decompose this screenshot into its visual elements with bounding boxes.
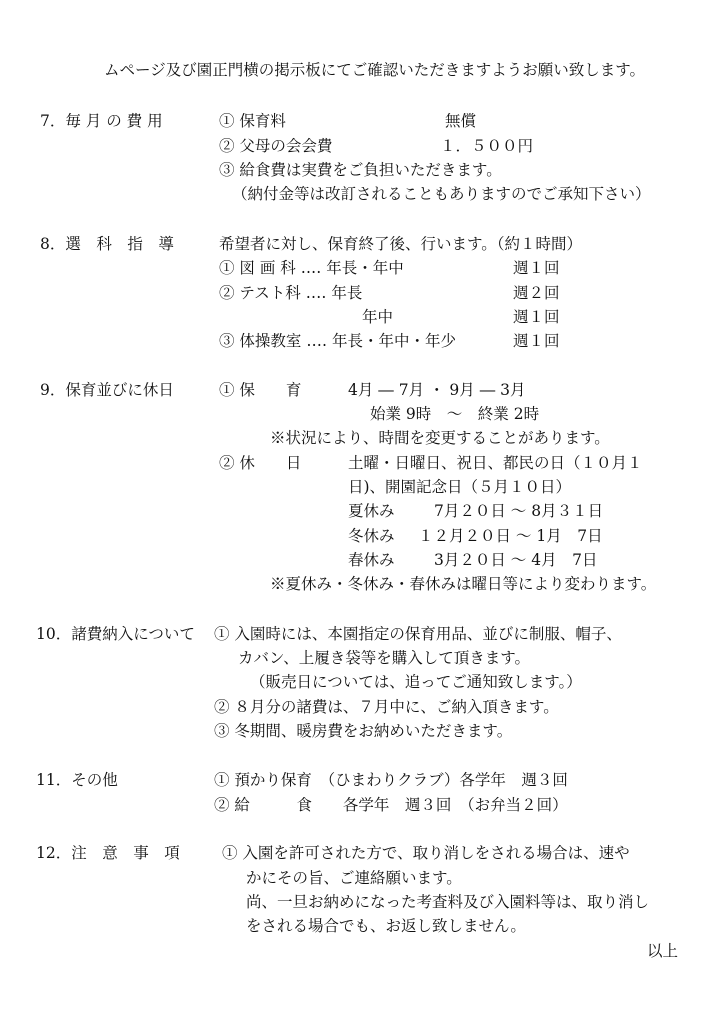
section-12-heading: 12．注 意 事 項 [36, 844, 180, 862]
s12-line4: をされる場合でも、お返し致しません。 [246, 917, 526, 935]
section-11-heading: 11．その他 [36, 771, 118, 789]
s9-winter-dates: １２月２０日 ～ 1月 7日 [418, 527, 603, 545]
s10-item1-line2: カバン、上履き袋等を購入して頂きます。 [238, 649, 531, 667]
s9-summer-label: 夏休み [348, 502, 395, 520]
s7-item2-label: ② 父母の会会費 [219, 137, 333, 155]
s9-item1-label: ① 保 育 [219, 381, 302, 399]
section-8-heading: 8．選 科 指 導 [40, 235, 174, 253]
s9-item2-label: ② 休 日 [219, 454, 302, 472]
s9-item2-line2: 日)、開園記念日（５月１０日） [348, 478, 572, 496]
intro-text: ムページ及び園正門横の掲示板にてご確認いただきますようお願い致します。 [104, 61, 645, 79]
s8-row1-freq: 週１回 [513, 259, 560, 277]
s8-row1-name: ① 図 画 科 ‥‥ 年長・年中 [219, 259, 404, 277]
s8-row3-name: 年中 [362, 308, 394, 326]
closing-text: 以上 [647, 942, 679, 960]
s12-line3: 尚、一旦お納めになった考査料及び入園料等は、取り消し [246, 893, 650, 911]
s12-line1: ① 入園を許可された方で、取り消しをされる場合は、速や [222, 844, 630, 862]
s9-winter-label: 冬休み [348, 527, 395, 545]
s7-note: （納付金等は改訂されることもありますのでご承知下さい） [232, 185, 651, 203]
s9-holiday-note: ※夏休み・冬休み・春休みは曜日等により変わります。 [270, 575, 657, 593]
s8-intro: 希望者に対し、保育終了後、行います。（約１時間） [219, 235, 583, 253]
section-10-heading: 10．諸費納入について [36, 625, 195, 643]
s7-item3: ③ 給食費は実費をご負担いただきます。 [219, 161, 502, 179]
s12-line2: かにその旨、ご連絡願います。 [246, 869, 462, 887]
s8-row4-name: ③ 体操教室 ‥‥ 年長・年中・年少 [219, 332, 456, 350]
s8-row3-freq: 週１回 [513, 308, 560, 326]
s10-item1-line1: ① 入園時には、本園指定の保育用品、並びに制服、帽子、 [214, 625, 622, 643]
s7-item2-value: １．５００円 [440, 137, 534, 155]
s10-item2: ② ８月分の諸費は、７月中に、ご納入頂きます。 [214, 698, 559, 716]
s11-item2: ② 給 食 各学年 週３回 （お弁当２回） [214, 796, 568, 814]
s9-item2-line1: 土曜・日曜日、祝日、都民の日（１０月１ [348, 454, 643, 472]
s9-spring-label: 春休み [348, 551, 395, 569]
s11-item1: ① 預かり保育 （ひまわりクラブ）各学年 週３回 [214, 771, 568, 789]
s10-item3: ③ 冬期間、暖房費をお納めいただきます。 [214, 722, 513, 740]
s8-row2-freq: 週２回 [513, 284, 560, 302]
s9-item1-times: 始業 9時 ～ 終業 2時 [370, 405, 540, 423]
s7-item1-value: 無償 [445, 112, 477, 130]
section-9-heading: 9．保育並びに休日 [40, 381, 174, 399]
section-7-heading: 7．毎 月 の 費 用 [40, 112, 163, 130]
s9-item1-note: ※状況により、時間を変更することがあります。 [270, 429, 610, 447]
s8-row4-freq: 週１回 [513, 332, 560, 350]
s9-item1-months: 4月 ― 7月 ・ 9月 ― 3月 [348, 381, 526, 399]
s8-row2-name: ② テスト科 ‥‥ 年長 [219, 284, 363, 302]
s9-spring-dates: 3月２０日 ～ 4月 7日 [434, 551, 598, 569]
s10-item1-line3: （販売日については、追ってご通知致します。） [250, 673, 582, 691]
s7-item1-label: ① 保育料 [219, 112, 286, 130]
s9-summer-dates: 7月２０日 ～ 8月３１日 [434, 502, 604, 520]
